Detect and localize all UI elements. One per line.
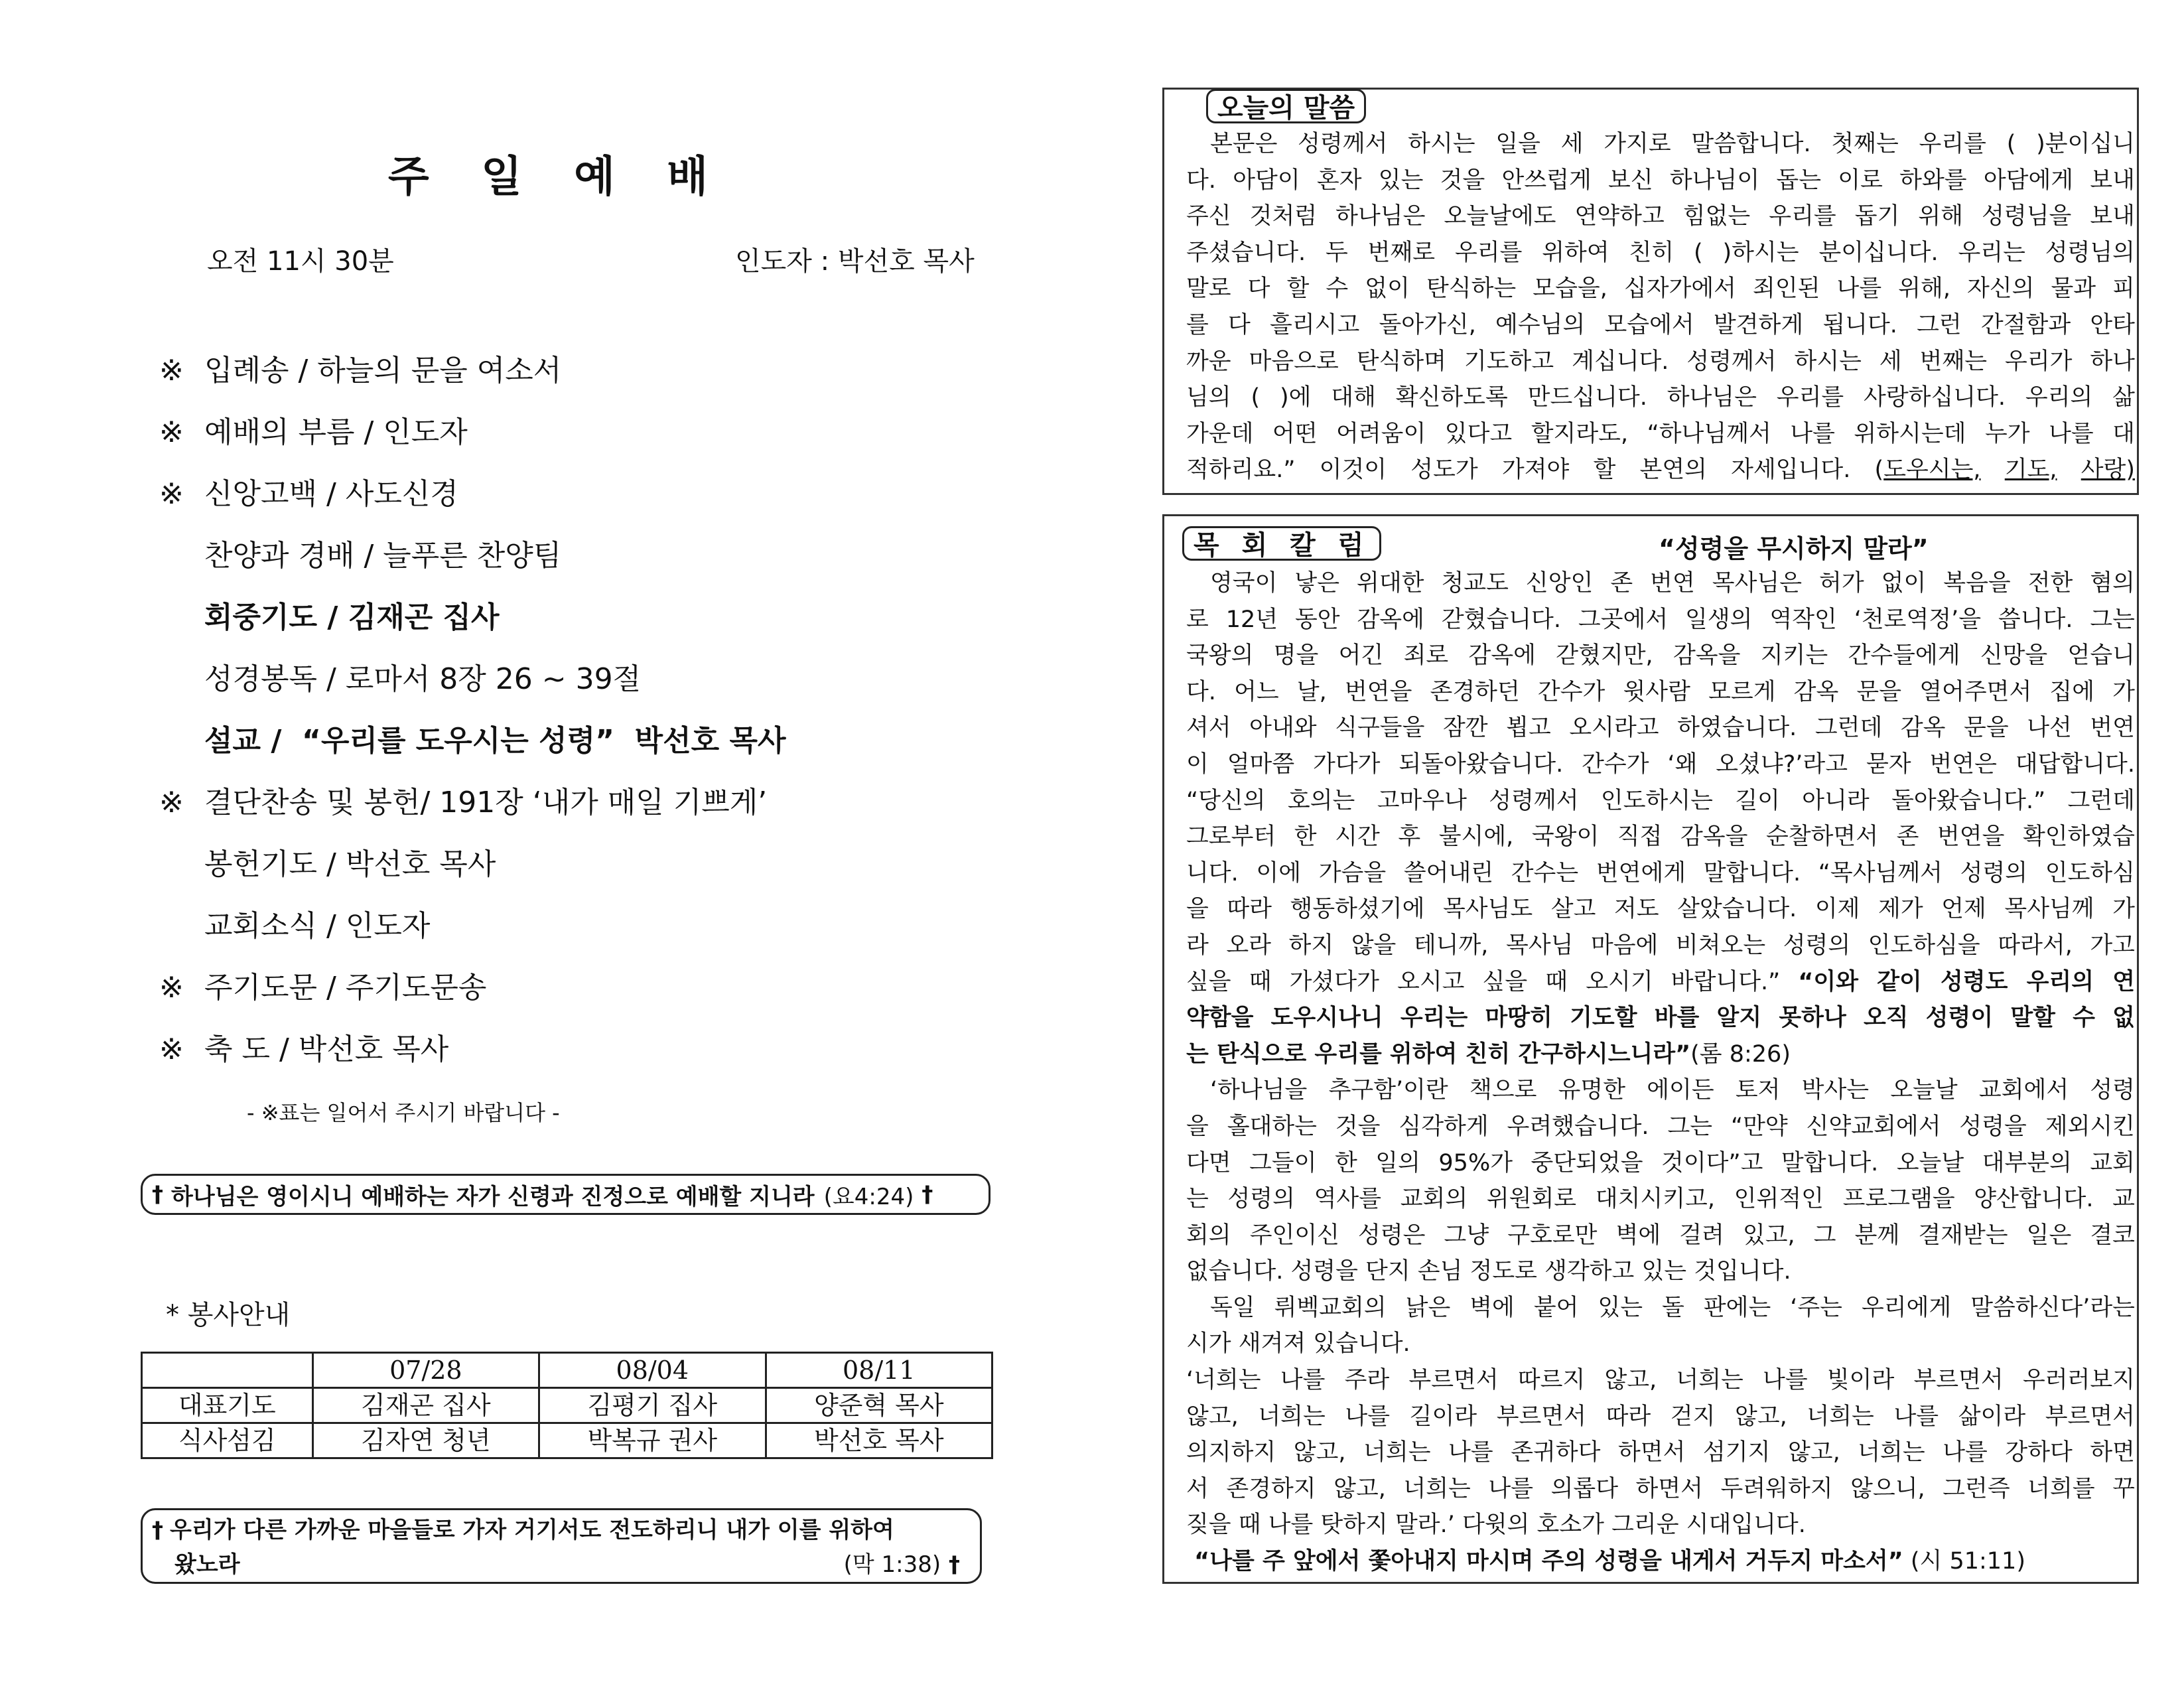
standing-mark-icon: [159, 710, 204, 772]
standing-mark-icon: [159, 648, 204, 710]
text-line: 시가 새겨져 있습니다.: [1186, 1330, 1410, 1358]
standing-mark-icon: [159, 525, 204, 587]
order-item-text: 회중기도 / 김재곤 집사: [204, 600, 500, 634]
text-line: 을 따라 행동하셨기에 목사님도 살고 저도 살았습니다. 이제 제가 언제 목사님께 가: [1186, 896, 2135, 923]
text-line: 라 오라 하지 않을 테니까, 목사님 마음에 비쳐오는 성령의 인도하심을 따라서, 가고: [1186, 932, 2135, 959]
text-line: 셔서 아내와 식구들을 잠깐 뵙고 오시라고 하였습니다. 그런데 감옥 문을 나선 번연: [1186, 715, 2135, 742]
text-line: 를 다 흘리시고 돌아가신, 예수님의 모습에서 발견하게 됩니다. 그런 간절함과 안타: [1186, 311, 2135, 338]
verse-ref: (요4:24): [823, 1183, 914, 1210]
role-cell: 대표기도: [142, 1388, 313, 1423]
date-header: 07/28: [312, 1353, 539, 1388]
pastor-column-badge: 목 회 칼 럼: [1182, 526, 1381, 561]
text-line: 가운데 어떤 어려움이 있다고 할지라도, “하나님께서 나를 위하시는데 누가 나를 대: [1186, 420, 2135, 447]
order-item: [159, 340, 1022, 401]
text-line: 서 존경하지 않고, 너희는 나를 의롭다 하면서 두려워하지 않으니, 그런즉 너희를 꾸: [1186, 1475, 2135, 1502]
order-item: [159, 895, 1022, 957]
order-item-text: 신앙고백 / 사도신경: [204, 477, 458, 511]
order-item-text: 입례송 / 하늘의 문을 여소서: [204, 354, 562, 388]
todays-word-text: [1186, 126, 2135, 488]
service-schedule-table: [141, 1352, 993, 1459]
text-line: 않고, 너희는 나를 길이라 부르면서 따라 걷지 않고, 너희는 나를 삶이라 부르면서: [1186, 1403, 2135, 1430]
text-line: 을 홀대하는 것을 심각하게 우려했습니다. 그는 “만약 신약교회에서 성령을 제외시킨: [1186, 1113, 2135, 1140]
order-item: [159, 833, 1022, 895]
order-item-text: 축 도 / 박선호 목사: [204, 1032, 449, 1066]
text-line: 영국이 낳은 위대한 청교도 신앙인 존 번연 목사님은 허가 없이 복음을 전한 혐의: [1210, 570, 2135, 597]
answer-text: 사랑): [2081, 457, 2135, 484]
answer-text: 기도,: [2004, 457, 2057, 484]
date-header: 08/11: [766, 1353, 992, 1388]
table-header-row: [142, 1353, 992, 1388]
text-line: 님의 ( )에 대해 확신하도록 만드십니다. 하나님은 우리를 사랑하십니다. 우리의 삶: [1186, 384, 2135, 411]
verse-ref: (막 1:38): [843, 1551, 941, 1578]
cross-icon: †: [949, 1551, 960, 1578]
standing-mark-icon: ※: [159, 415, 184, 449]
text-segment: 적하리요.” 이것이 성도가 가져야 할 본연의 자세입니다. (: [1186, 457, 1884, 484]
worship-order-list: [159, 340, 1022, 1080]
cross-icon: †: [152, 1517, 163, 1543]
order-item: [159, 463, 1022, 525]
order-item-text: 교회소식 / 인도자: [204, 909, 431, 943]
text-line: 회의 주인이신 성령은 그냥 구호로만 벽에 걸려 있고, 그 분께 결재받는 일은 결코: [1186, 1222, 2135, 1249]
page-title: 주 일 예 배: [387, 152, 727, 202]
verse-box-john: [141, 1174, 990, 1215]
order-item: [159, 648, 1022, 710]
order-item: [159, 957, 1022, 1019]
order-item-text: 설교 / “우리를 도우시는 성령” 박선호 목사: [204, 724, 786, 758]
standing-mark-icon: ※: [159, 786, 184, 819]
text-line: 주셨습니다. 두 번째로 우리를 위하여 친히 ( )하시는 분이십니다. 우리는 성령님의: [1186, 239, 2135, 266]
cross-icon: †: [921, 1181, 933, 1208]
todays-word-badge: 오늘의 말씀: [1206, 89, 1366, 123]
service-leader: 인도자 : 박선호 목사: [735, 246, 975, 277]
role-cell: 식사섬김: [142, 1423, 313, 1458]
text-line: ‘하나님을 추구함’이란 책으로 유명한 에이든 토저 박사는 오늘날 교회에서 성령: [1210, 1077, 2135, 1104]
standing-mark-icon: ※: [159, 971, 184, 1005]
text-line: 는 성령의 역사를 교회의 위원회로 대치시키고, 인위적인 프로그램을 양산합니다. 교: [1186, 1186, 2135, 1213]
standing-mark-icon: [159, 895, 204, 957]
text-line: 의지하지 않고, 너희는 나를 존귀하다 하면서 섬기지 않고, 너희는 나를 강하다 하면: [1186, 1439, 2135, 1466]
order-item-text: 예배의 부름 / 인도자: [204, 415, 468, 449]
order-item-text: 결단찬송 및 봉헌/ 191장 ‘내가 매일 기쁘게’: [204, 786, 768, 819]
text-segment: (시 51:11): [1903, 1548, 2025, 1575]
verse-line-2: [152, 1547, 971, 1582]
standing-note: - ※표는 일어서 주시기 바랍니다 -: [247, 1100, 560, 1125]
text-line: 다면 그들이 한 일의 95%가 중단되었을 것이다”고 말합니다. 오늘날 대부분의 교회: [1186, 1149, 2135, 1176]
order-item-text: 성경봉독 / 로마서 8장 26 ~ 39절: [204, 662, 642, 696]
text-line: 본문은 성령께서 하시는 일을 세 가지로 말씀합니다. 첫째는 우리를 ( )분이십니: [1210, 131, 2135, 157]
name-cell: 박복규 권사: [539, 1423, 766, 1458]
text-line: [1186, 1000, 2135, 1036]
verse-text: 왔노라: [174, 1551, 240, 1578]
text-line: 말로 다 할 수 없이 탄식하는 모습을, 십자가에서 죄인된 나를 위해, 자신의 물과 피: [1186, 275, 2135, 303]
order-item: [159, 1019, 1022, 1080]
verse-text: 하나님은 영이시니 예배하는 자가 신령과 진정으로 예배할 지니라: [171, 1183, 815, 1210]
order-item: [159, 525, 1022, 587]
order-item: [159, 710, 1022, 772]
standing-mark-icon: [159, 587, 204, 648]
text-line: “당신의 호의는 고마우나 성령께서 인도하시는 길이 아니라 돌아왔습니다.” 그런데: [1186, 787, 2135, 814]
text-line: [1186, 452, 2135, 488]
text-line: 니다. 이에 가슴을 쓸어내린 간수는 번연에게 말합니다. “목사님께서 성령의 인도하심: [1186, 859, 2135, 886]
text-line: 다. 어느 날, 번연을 존경하던 간수가 윗사람 모르게 감옥 문을 열어주면서 집에 가: [1186, 678, 2135, 705]
name-cell: 김재곤 집사: [312, 1388, 539, 1423]
text-segment: [2057, 457, 2081, 483]
text-line: 주신 것처럼 하나님은 오늘날에도 연약하고 힘없는 우리를 돕기 위해 성령님을 보내: [1186, 203, 2135, 230]
order-item: [159, 772, 1022, 833]
text-segment: 약함을 도우시나니 우리는 마땅히 기도할 바를 알지 못하나 오직 성령이 말할 수 없: [1186, 1005, 2135, 1032]
text-segment: (롬 8:26): [1690, 1040, 1791, 1068]
standing-mark-icon: ※: [159, 354, 184, 388]
cross-icon: †: [152, 1181, 163, 1208]
name-cell: 박선호 목사: [766, 1423, 992, 1458]
standing-mark-icon: ※: [159, 477, 184, 511]
name-cell: 양준혁 목사: [766, 1388, 992, 1423]
order-item-text: 주기도문 / 주기도문송: [204, 971, 487, 1005]
standing-mark-icon: [159, 833, 204, 895]
date-header: 08/04: [539, 1353, 766, 1388]
order-item-text: 봉헌기도 / 박선호 목사: [204, 847, 496, 881]
verse-box-mark: [141, 1508, 982, 1584]
text-line: 이 얼마쯤 가다가 되돌아왔습니다. 간수가 ‘왜 오셨냐?’라고 묻자 번연은 대답합니다.: [1186, 750, 2135, 778]
text-segment: “이와 같이 성령도 우리의 연: [1798, 968, 2136, 995]
verse-text: 우리가 다른 가까운 마을들로 가자 거기서도 전도하리니 내가 이를 위하여: [170, 1517, 894, 1543]
text-segment: [1981, 457, 2005, 483]
answer-text: 도우시는,: [1883, 457, 1981, 484]
order-item-text: 찬양과 경배 / 늘푸른 찬양팀: [204, 539, 562, 573]
column-text: [1186, 565, 2135, 1580]
text-line: ‘너희는 나를 주라 부르면서 따르지 않고, 너희는 나를 빛이라 부르면서 우러러보지: [1186, 1367, 2135, 1394]
order-item: [159, 587, 1022, 648]
name-cell: 김자연 청년: [312, 1423, 539, 1458]
text-line: 짖을 때 나를 탓하지 말라.’ 다윗의 호소가 그리운 시대입니다.: [1186, 1512, 1806, 1539]
text-segment: 싶을 때 가셨다가 오시고 싶을 때 오시기 바랍니다.”: [1186, 968, 1799, 995]
name-cell: 김평기 집사: [539, 1388, 766, 1423]
text-line: [1186, 1036, 2135, 1073]
text-line: 국왕의 명을 어긴 죄로 감옥에 갇혔지만, 감옥을 지키는 간수들에게 신망을 얻습니: [1186, 642, 2135, 670]
service-time: 오전 11시 30분: [207, 246, 394, 277]
text-segment: “나를 주 앞에서 쫓아내지 마시며 주의 성령을 내게서 거두지 마소서”: [1186, 1548, 1903, 1575]
standing-mark-icon: ※: [159, 1032, 184, 1066]
column-title: “성령을 무시하지 말라”: [1659, 534, 1929, 563]
verse-line-1: [152, 1513, 971, 1547]
text-line: [1186, 1543, 2135, 1580]
table-row: [142, 1388, 992, 1423]
order-item: [159, 401, 1022, 463]
text-line: 로 12년 동안 감옥에 갇혔습니다. 그곳에서 일생의 역작인 ‘천로역정’을 씁니다. 그는: [1186, 606, 2135, 633]
text-segment: 는 탄식으로 우리를 위하여 친히 간구하시느니라”: [1186, 1040, 1691, 1068]
text-line: 독일 뤼벡교회의 낡은 벽에 붙어 있는 돌 판에는 ‘주는 우리에게 말씀하신다’라는: [1210, 1294, 2135, 1321]
table-corner-cell: [142, 1353, 313, 1388]
text-line: [1186, 964, 2135, 1001]
table-row: [142, 1423, 992, 1458]
text-line: 없습니다. 성령을 단지 손님 정도로 생각하고 있는 것입니다.: [1186, 1258, 1791, 1285]
text-line: 그로부터 한 시간 후 불시에, 국왕이 직접 감옥을 순찰하면서 존 번연을 확인하였습: [1186, 823, 2135, 851]
service-guide-title: * 봉사안내: [166, 1300, 291, 1330]
text-line: 까운 마음으로 탄식하며 기도하고 계십니다. 성령께서 하시는 세 번째는 우리가 하나: [1186, 348, 2135, 375]
text-line: 다. 아담이 혼자 있는 것을 안쓰럽게 보신 하나님이 돕는 이로 하와를 아담에게 보내: [1186, 167, 2135, 194]
